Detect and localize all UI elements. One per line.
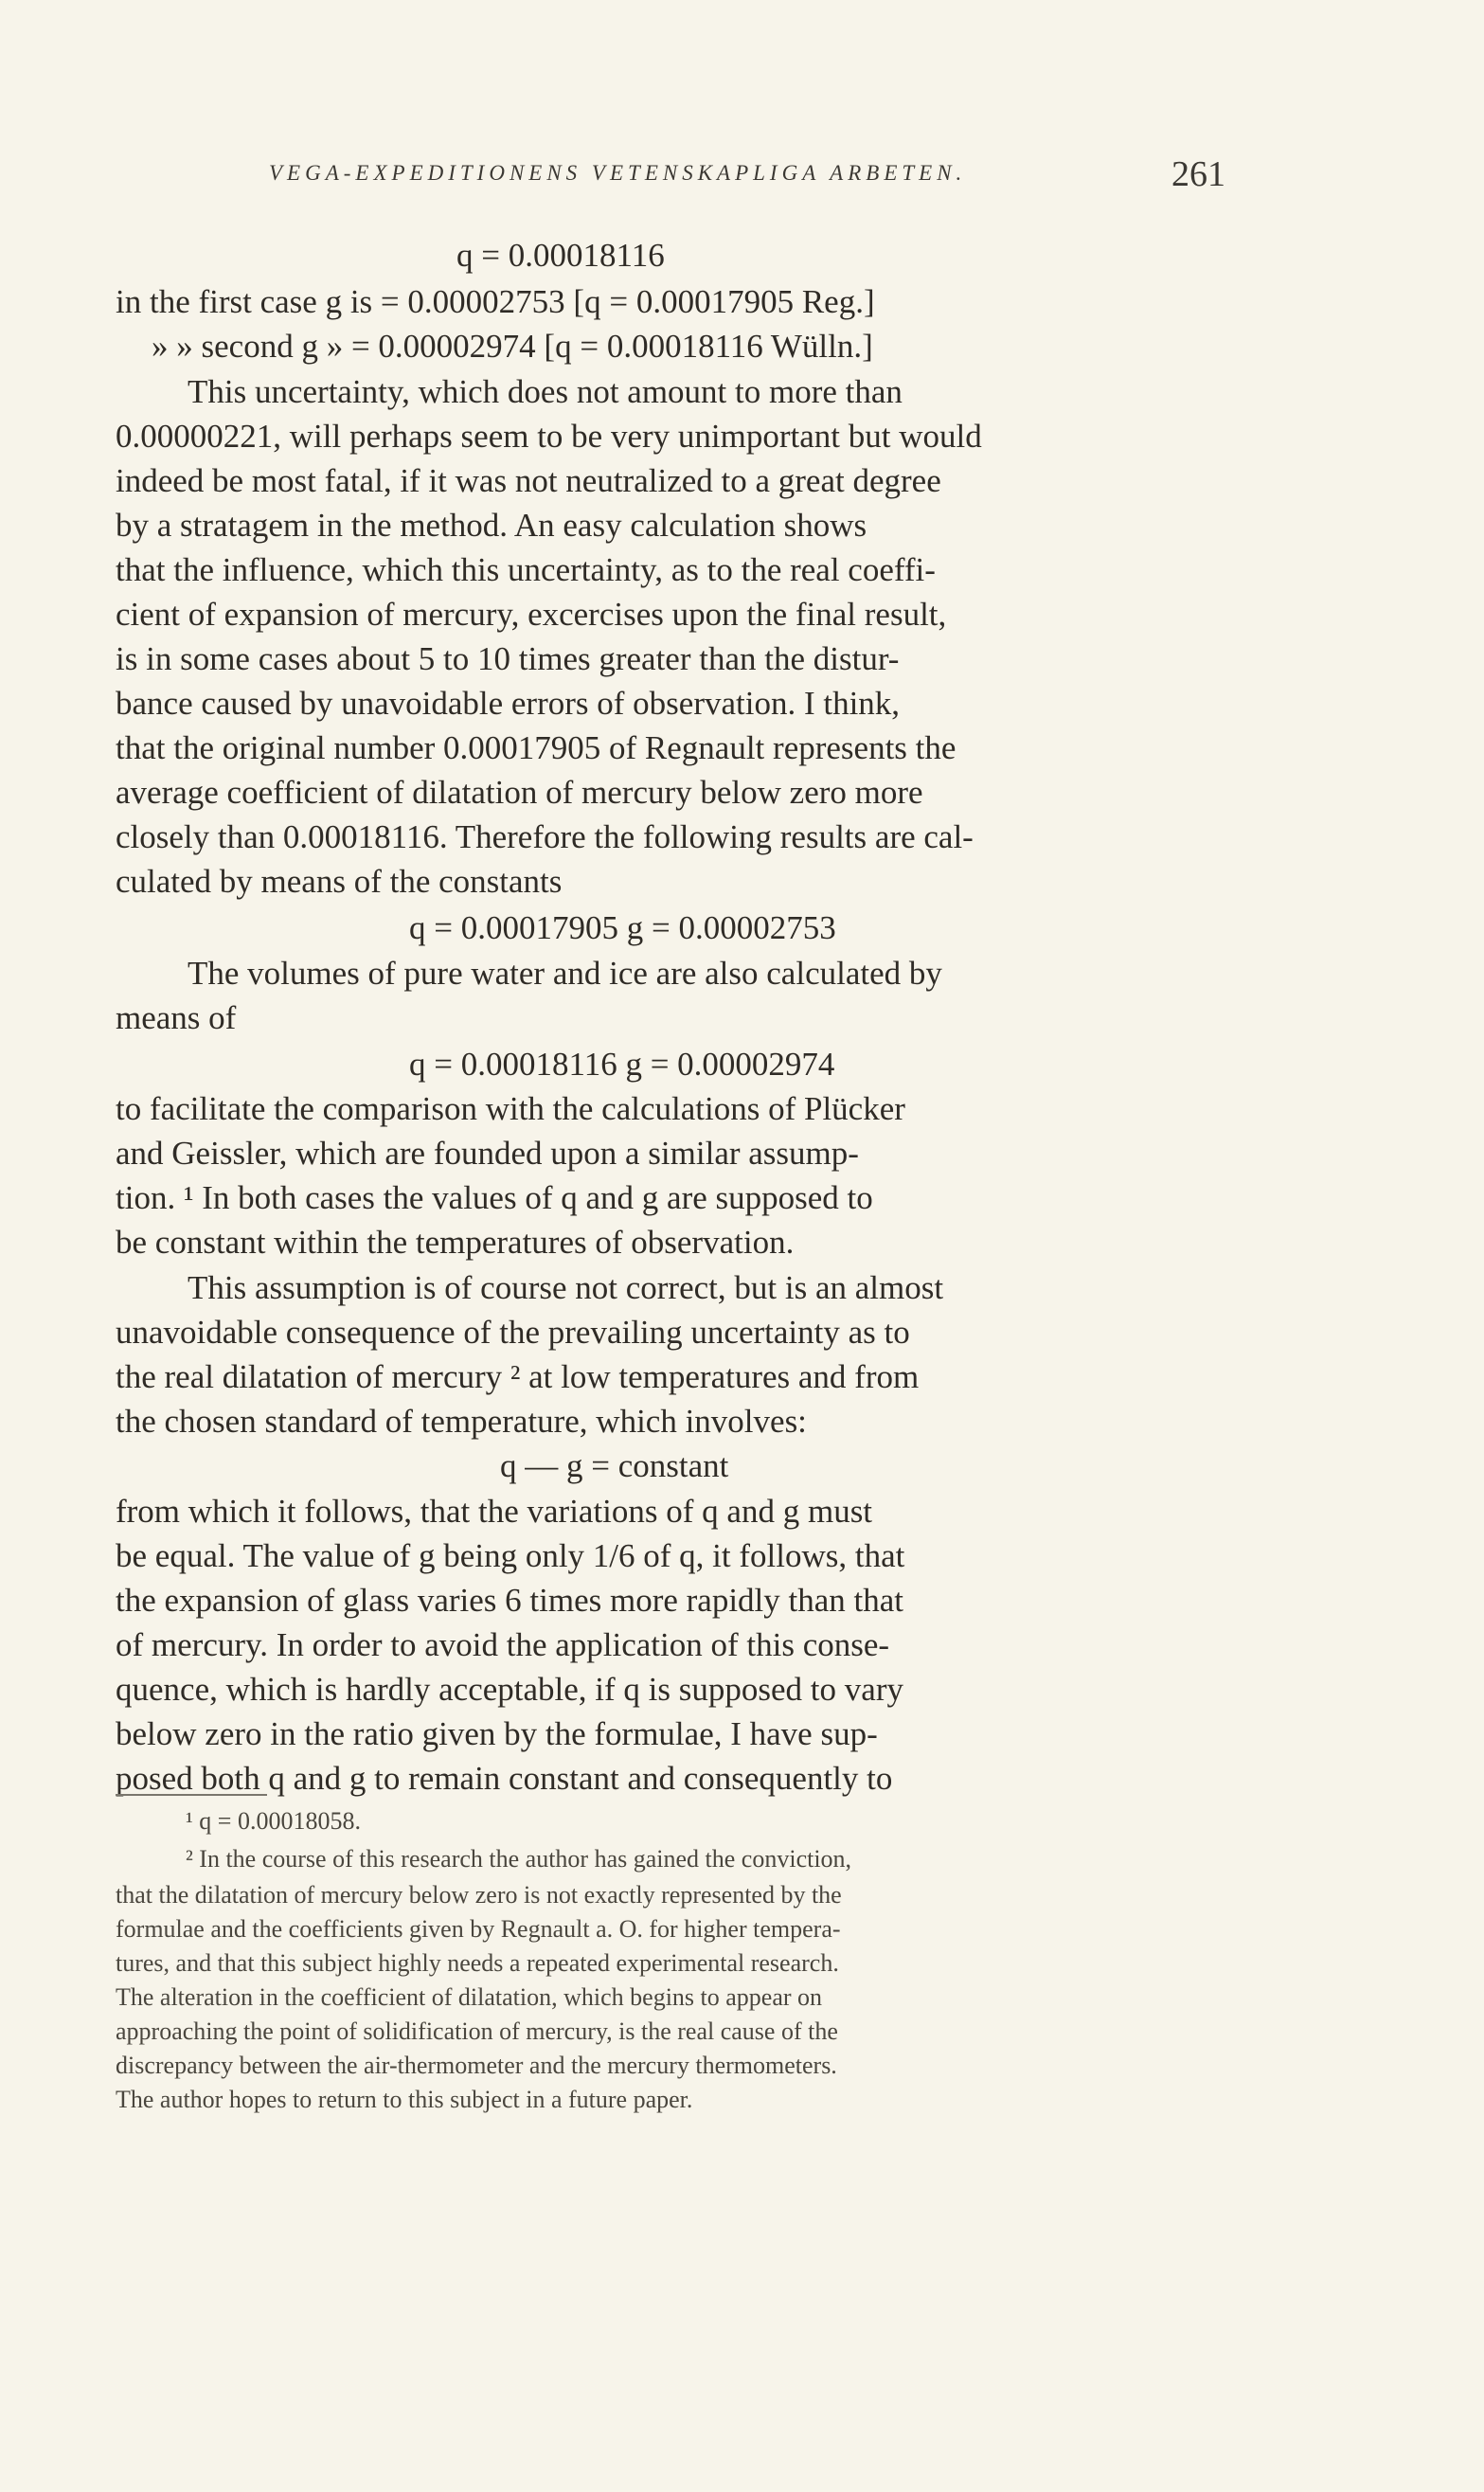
text-line: the expansion of glass varies 6 times more rapidly than that: [116, 1582, 904, 1619]
text-line: tion. ¹ In both cases the values of q and g are supposed to: [116, 1179, 873, 1216]
text-line: the chosen standard of temperature, which involves:: [116, 1403, 807, 1440]
text-line: cient of expansion of mercury, excercises upon the final result,: [116, 596, 947, 633]
text-line: that the influence, which this uncertainty, as to the real coeffi-: [116, 551, 936, 588]
text-line: and Geissler, which are founded upon a similar assump-: [116, 1135, 859, 1172]
text-line: the real dilatation of mercury ² at low temperatures and from: [116, 1358, 920, 1395]
text-line: » » second g » = 0.00002974 [q = 0.00018116 Wülln.]: [152, 328, 873, 365]
paragraph-start: This assumption is of course not correct, but is an almost: [188, 1269, 944, 1306]
page-number: 261: [1171, 154, 1225, 194]
footnote-line: that the dilatation of mercury below zero is not exactly represented by the: [116, 1881, 842, 1909]
text-line: in the first case g is = 0.00002753 [q = 0.00017905 Reg.]: [116, 283, 875, 320]
text-line: quence, which is hardly acceptable, if q is supposed to vary: [116, 1671, 903, 1708]
text-line: average coefficient of dilatation of mercury below zero more: [116, 774, 923, 811]
footnote-divider: [116, 1794, 267, 1796]
paragraph-start: This uncertainty, which does not amount to more than: [188, 373, 903, 410]
paragraph-start: The volumes of pure water and ice are also calculated by: [188, 955, 942, 992]
text-line: be constant within the temperatures of observation.: [116, 1224, 795, 1261]
text-line: from which it follows, that the variations of q and g must: [116, 1493, 873, 1530]
text-line: that the original number 0.00017905 of Regnault represents the: [116, 729, 957, 766]
formula-line: q = 0.00018116: [456, 237, 665, 274]
footnote-1: ¹ q = 0.00018058.: [186, 1807, 361, 1835]
footnote-line: The author hopes to return to this subject in a future paper.: [116, 2086, 693, 2113]
text-line: means of: [116, 999, 237, 1036]
footnote-line: discrepancy between the air-thermometer and the mercury thermometers.: [116, 2052, 837, 2079]
text-line: of mercury. In order to avoid the application of this conse-: [116, 1626, 890, 1663]
text-line: be equal. The value of g being only 1/6 of q, it follows, that: [116, 1537, 905, 1574]
footnote-2-start: ² In the course of this research the author has gained the conviction,: [186, 1845, 852, 1873]
text-line: is in some cases about 5 to 10 times greater than the distur-: [116, 640, 900, 677]
text-line: closely than 0.00018116. Therefore the following results are cal-: [116, 818, 974, 855]
text-line: unavoidable consequence of the prevailing uncertainty as to: [116, 1314, 910, 1351]
text-line: 0.00000221, will perhaps seem to be very unimportant but would: [116, 418, 982, 455]
text-line: bance caused by unavoidable errors of observation. I think,: [116, 685, 901, 722]
page-header: [269, 153, 1225, 195]
footnote-line: approaching the point of solidification of mercury, is the real cause of the: [116, 2017, 838, 2045]
text-line: below zero in the ratio given by the formulae, I have sup-: [116, 1715, 878, 1752]
text-line: indeed be most fatal, if it was not neutralized to a great degree: [116, 462, 941, 499]
footnote-line: formulae and the coefficients given by Regnault a. O. for higher tempera-: [116, 1915, 841, 1943]
constants-line: q = 0.00018116 g = 0.00002974: [409, 1046, 835, 1083]
text-line: posed both q and g to remain constant and consequently to: [116, 1760, 893, 1797]
running-title: VEGA-EXPEDITIONENS VETENSKAPLIGA ARBETEN.: [269, 161, 967, 185]
footnote-line: The alteration in the coefficient of dilatation, which begins to appear on: [116, 1983, 823, 2011]
constants-line: q = 0.00017905 g = 0.00002753: [409, 909, 836, 946]
text-line: by a stratagem in the method. An easy calculation shows: [116, 507, 867, 544]
text-line: to facilitate the comparison with the calculations of Plücker: [116, 1090, 905, 1127]
footnote-line: tures, and that this subject highly needs a repeated experimental research.: [116, 1949, 839, 1977]
text-line: culated by means of the constants: [116, 863, 563, 900]
formula-line: q — g = constant: [500, 1447, 729, 1484]
